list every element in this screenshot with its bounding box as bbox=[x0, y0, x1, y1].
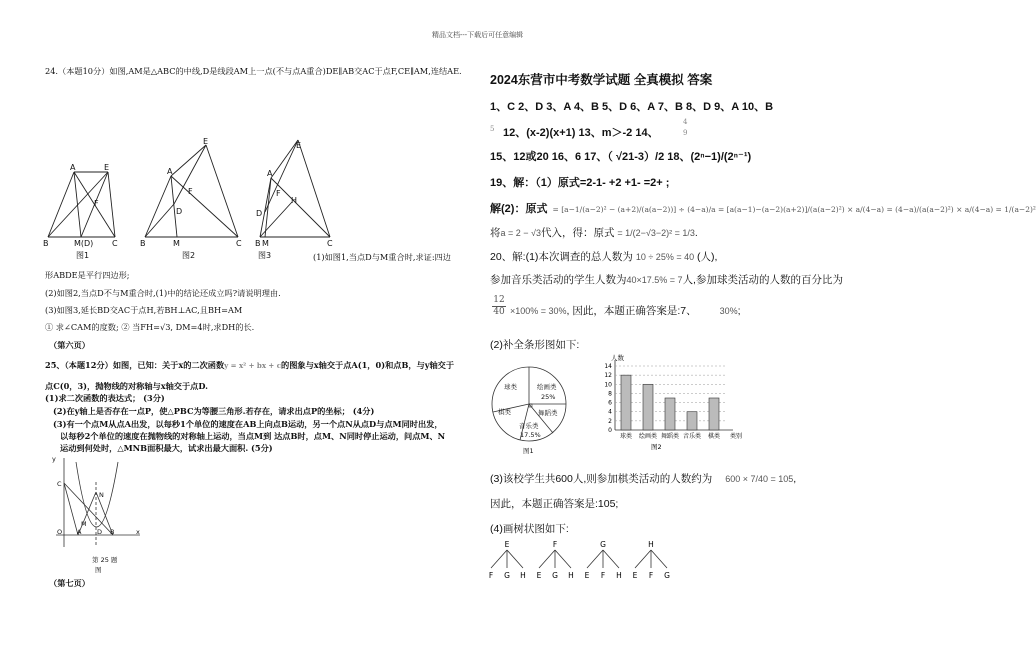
tree-leaf: G bbox=[552, 571, 558, 580]
solution-19-2 bbox=[490, 197, 1036, 216]
solution-19-3 bbox=[490, 226, 698, 240]
bar-category-label: 音乐类 bbox=[682, 433, 702, 440]
tree-leaf: E bbox=[536, 571, 542, 580]
bar-y-tick: 10 bbox=[604, 381, 612, 389]
bar-4 bbox=[709, 398, 719, 430]
s20b-lead: 参加音乐类活动的学生人数为 bbox=[490, 274, 627, 286]
q24-part3: (3)如图3,延长BD交AC于点H,若BH⊥AC,且BH=AM bbox=[45, 305, 243, 315]
bar-chart bbox=[597, 352, 747, 452]
solution-20-3b: 因此，本题正确答案是:105; bbox=[490, 498, 619, 510]
s20-3-math: 600 × 7/40 = 105 bbox=[725, 474, 794, 484]
fill-answers-2: 15、12或20 16、6 17、（ √21-3）/2 18、(2ⁿ−1)/(2ⁿ⁻¹) bbox=[490, 151, 752, 163]
fig-label: F bbox=[188, 187, 193, 196]
tree-branch bbox=[555, 550, 571, 568]
q25-part2: (2)在y轴上是否存在一点P，使△PBC为等腰三角形.若存在，请求出点P的坐标； (4分) bbox=[53, 406, 375, 416]
graph-label-d: D bbox=[97, 528, 103, 536]
tree-branch bbox=[635, 550, 651, 568]
fig-caption: 图1 bbox=[76, 251, 90, 260]
fig-label: A bbox=[267, 169, 273, 178]
fig3-line bbox=[298, 140, 330, 237]
graph-label-a: A bbox=[77, 528, 82, 536]
s19b-math: = [a−1/(a−2)² − (a+2)/(a(a−2))] ÷ (4−a)/a = [a(a−1)−(a−2)(a+2)]/(a(a−2)²) × a/(4−a) = (4−a)/(a(a−2)²) × a/(4−a) = 1/(a−2)² bbox=[552, 205, 1036, 214]
fig-label: F bbox=[94, 199, 99, 208]
tree-branch bbox=[507, 550, 523, 568]
bar-category-label: 绘画类 bbox=[638, 433, 658, 440]
fig3-line bbox=[271, 178, 330, 237]
page-number-6: （第六页） bbox=[49, 340, 90, 350]
pie-label: 17.5% bbox=[520, 431, 541, 439]
s20c-num: 12 bbox=[493, 295, 505, 305]
tree-leaf: H bbox=[568, 571, 574, 580]
tree-leaf: H bbox=[616, 571, 622, 580]
solution-19-1: 19、解：（1）原式=2-1- +2 +1- =2+ ; bbox=[490, 177, 670, 189]
bar-y-tick: 4 bbox=[608, 408, 612, 416]
q24-part1a: (1)如图1,当点D与M重合时,求证:四边 bbox=[313, 252, 451, 262]
bar-0 bbox=[621, 375, 631, 430]
tree-diagram bbox=[485, 538, 705, 588]
q25-text-b: 的图象与x轴交于点A(1，0)和点B，与y轴交于 bbox=[281, 360, 455, 370]
bar-caption: 图2 bbox=[651, 443, 662, 451]
fig-label: F bbox=[276, 189, 281, 198]
s19c-a: 将 bbox=[490, 227, 501, 239]
q25-part1: (1)求二次函数的表达式； (3分) bbox=[45, 393, 165, 403]
s19c-b: 代入，得：原式 bbox=[540, 227, 615, 239]
bar-2 bbox=[665, 398, 675, 430]
fig-label: B bbox=[255, 239, 261, 248]
fig1-line bbox=[48, 172, 108, 237]
s19c-end: . bbox=[694, 227, 698, 239]
q25-part3c: 运动到何处时，△MNB面积最大，试求出最大面积. (5分) bbox=[60, 443, 273, 453]
q25-intro bbox=[45, 360, 454, 371]
tree-leaf: G bbox=[664, 571, 670, 580]
s20c-fraction bbox=[492, 295, 506, 318]
tree-branch bbox=[539, 550, 555, 568]
bar-y-tick: 14 bbox=[604, 363, 612, 370]
bar-y-tick: 0 bbox=[608, 427, 612, 434]
pie-label: 球类 bbox=[504, 383, 517, 391]
fig2-line bbox=[145, 176, 171, 237]
fig-label: B bbox=[43, 239, 49, 248]
fig-label: C bbox=[236, 239, 242, 248]
s20-3-text: (3)该校学生共600人,则参加棋类活动的人数约为 bbox=[490, 473, 713, 485]
mc-answers: 1、C 2、D 3、A 4、B 5、D 6、A 7、B 8、D 9、A 10、B bbox=[490, 101, 774, 113]
bar-y-tick: 6 bbox=[608, 399, 612, 407]
s19c-res: = 1/(2−√3−2)² = 1/3 bbox=[617, 228, 695, 238]
graph-label-b: B bbox=[110, 528, 115, 536]
solution-20-4: (4)画树状图如下: bbox=[490, 523, 569, 535]
bar-category-label: 类别 bbox=[729, 433, 743, 440]
s20c-pct: 30% bbox=[719, 306, 738, 316]
graph-label-c: C bbox=[57, 480, 62, 488]
tree-branch bbox=[491, 550, 507, 568]
graph-label-y: y bbox=[52, 455, 56, 463]
fig2-line bbox=[171, 145, 206, 176]
s20b-end: 人,参加球类活动的人数的百分比为 bbox=[682, 274, 843, 286]
page-header: 精品文档---下载后可任意编辑 bbox=[432, 31, 524, 39]
bar-y-tick: 8 bbox=[608, 390, 612, 398]
tree-leaf: E bbox=[632, 571, 638, 580]
fig-label: D bbox=[256, 209, 263, 218]
s19c-math: a = 2 − √3 bbox=[500, 228, 541, 238]
q25-formula: y = x² + bx + c bbox=[224, 361, 281, 370]
bar-category-label: 球类 bbox=[619, 433, 633, 440]
bar-ylabel: 人数 bbox=[611, 354, 624, 362]
pie-label: 25% bbox=[541, 393, 556, 401]
fig-label: E bbox=[203, 137, 209, 146]
solution-20-3 bbox=[490, 472, 796, 486]
fig-caption: 图2 bbox=[182, 251, 196, 260]
pie-label: 绘画类 bbox=[537, 383, 557, 391]
fig-label: C bbox=[112, 239, 118, 248]
answer-title: 2024东营市中考数学试题 全真模拟 答案 bbox=[490, 73, 713, 87]
graph-label-n: N bbox=[99, 491, 104, 499]
fig2-line bbox=[206, 145, 238, 237]
s20c-den: 40 bbox=[493, 307, 505, 317]
graph-label-x: x bbox=[136, 528, 140, 536]
q24-intro: 24.（本题10分）如图,AM是△ABC的中线,D是线段AM上一点(不与点A重合)DE∥AB交AC于点F,CE∥AM,连结AE. bbox=[45, 66, 462, 76]
s19b-lead: 解(2)：原式 bbox=[490, 203, 548, 215]
bar-y-tick: 2 bbox=[608, 417, 612, 425]
solution-20-1 bbox=[490, 250, 717, 264]
solution-20-2: (2)补全条形图如下: bbox=[490, 339, 580, 351]
graph-label-o: O bbox=[57, 528, 63, 536]
s20c-semi: ; bbox=[737, 305, 741, 317]
fill-mark: 5 bbox=[490, 125, 495, 133]
q24-part3-sub: ① 求∠CAM的度数; ② 当FH=√3, DM=4时,求DH的长. bbox=[45, 322, 255, 332]
fig-label: M bbox=[173, 239, 180, 248]
fig-label: A bbox=[167, 167, 173, 176]
pie-label: 舞蹈类 bbox=[538, 409, 558, 417]
frac14-den: 9 bbox=[683, 129, 688, 137]
fig1-line bbox=[48, 172, 74, 237]
s20c-math: ×100% = 30% bbox=[510, 306, 567, 316]
frac14-num: 4 bbox=[683, 118, 688, 126]
graph-caption: 图 bbox=[95, 566, 102, 574]
fig2-line bbox=[145, 204, 174, 237]
tree-branch bbox=[587, 550, 603, 568]
tree-leaf: F bbox=[600, 571, 606, 580]
q25-intro-c: 点C(0，3)，抛物线的对称轴与x轴交于点D. bbox=[45, 381, 209, 391]
bar-y-tick: 12 bbox=[604, 372, 612, 380]
fig-label: C bbox=[327, 239, 333, 248]
s20a-end: (人), bbox=[697, 251, 718, 263]
graph-label-m: M bbox=[81, 520, 87, 528]
fig3-line bbox=[260, 202, 292, 237]
fig-label: B bbox=[140, 239, 146, 248]
tree-root: E bbox=[504, 540, 510, 549]
tree-root: H bbox=[648, 540, 654, 549]
tree-branch bbox=[651, 550, 667, 568]
tree-root: F bbox=[552, 540, 558, 549]
fig-label: M bbox=[262, 239, 269, 248]
fill-answers-1: 12、(x-2)(x+1) 13、m＞-2 14、 bbox=[503, 127, 659, 139]
pie-caption: 图1 bbox=[523, 447, 534, 455]
tree-leaf: F bbox=[488, 571, 494, 580]
bar-category-label: 棋类 bbox=[707, 433, 721, 440]
s20a-lead: 20、解:(1)本次调查的总人数为 bbox=[490, 251, 633, 263]
solution-20-1c bbox=[510, 304, 741, 318]
q24-figures bbox=[40, 137, 333, 265]
s20c-end: , 因此，本题正确答案是:7、 bbox=[566, 305, 697, 317]
tree-leaf: F bbox=[648, 571, 654, 580]
fig-label: E bbox=[104, 163, 110, 172]
pie-label: 棋类 bbox=[498, 408, 511, 416]
fig-label: A bbox=[70, 163, 76, 172]
page-number-7: （第七页） bbox=[49, 578, 90, 588]
fig-label: D bbox=[176, 207, 183, 216]
tree-leaf: G bbox=[504, 571, 510, 580]
q25-part3b: 以每秒2个单位的速度在抛物线的对称轴上运动，当点M到 达点B时，点M、N同时停止运动，问点M、N bbox=[60, 431, 446, 441]
fig-label: M(D) bbox=[74, 239, 94, 248]
bar-3 bbox=[687, 412, 697, 430]
tree-branch bbox=[603, 550, 619, 568]
q25-part3a: (3)有一个点M从点A出发，以每秒1个单位的速度在AB上向点B运动，另一个点N从点D与点M同时出发， bbox=[53, 419, 443, 429]
bar-1 bbox=[643, 384, 653, 430]
graph-caption: 第 25 题 bbox=[92, 556, 118, 564]
fig-label: H bbox=[291, 196, 298, 205]
tree-root: G bbox=[600, 540, 606, 549]
tree-leaf: H bbox=[520, 571, 526, 580]
pie-label: 音乐类 bbox=[519, 422, 539, 430]
s20-3-end: , bbox=[793, 473, 797, 485]
fig3-line bbox=[271, 140, 298, 178]
tree-leaf: E bbox=[584, 571, 590, 580]
pie-chart bbox=[487, 362, 577, 457]
s20a-math: 10 ÷ 25% = 40 bbox=[635, 252, 695, 262]
fig-label: E bbox=[296, 141, 302, 150]
solution-20-1b bbox=[490, 273, 843, 287]
q24-part1b: 形ABDE是平行四边形; bbox=[45, 270, 130, 280]
fig-caption: 图3 bbox=[258, 251, 272, 260]
q24-part2: (2)如图2,当点D不与M重合时,(1)中的结论还成立吗?请说明理由. bbox=[45, 288, 281, 298]
q25-graph bbox=[48, 452, 148, 577]
s20b-math: 40×17.5% = 7 bbox=[626, 275, 683, 285]
q25-text-a: 25、（本题12分）如图，已知：关于x的二次函数 bbox=[45, 360, 225, 370]
bar-category-label: 舞蹈类 bbox=[660, 433, 680, 440]
